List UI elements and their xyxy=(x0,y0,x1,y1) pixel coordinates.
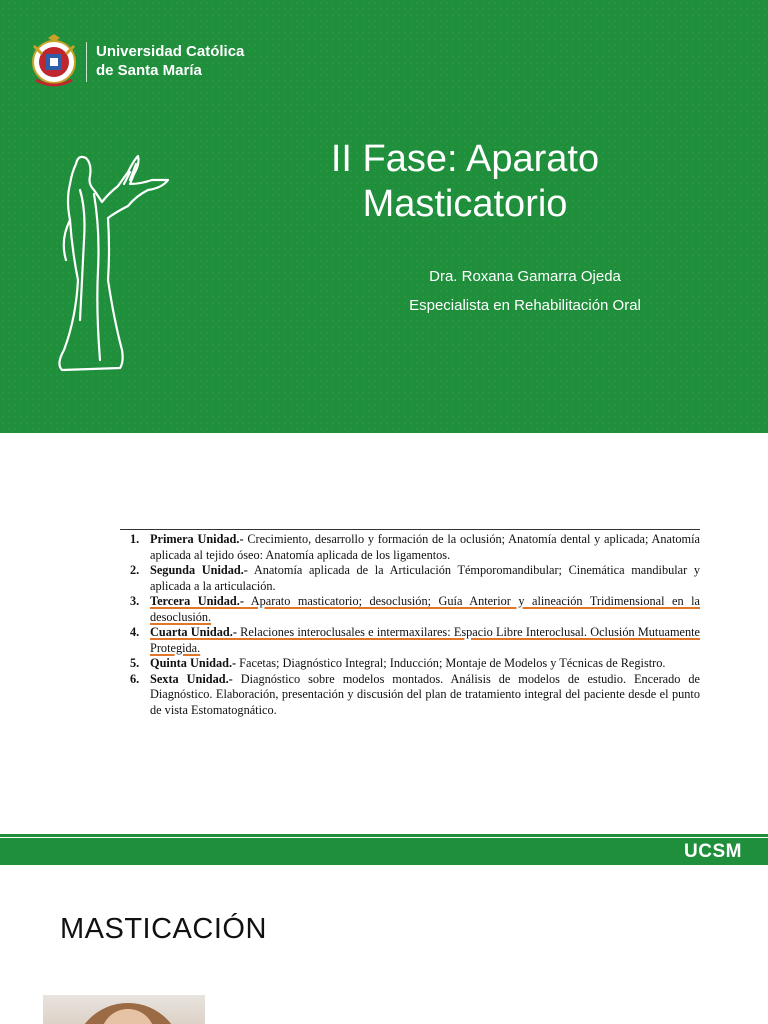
unit-description: Aparato masticatorio; desoclusión; Guía Anterior y alineación Tridimensional en la desoclusión. xyxy=(150,594,700,624)
unit-description: Anatomía aplicada de la Articulación Témporomandibular; Cinemática mandibular y aplicada a la articulación. xyxy=(150,563,700,593)
item-number: 6. xyxy=(130,671,140,686)
presentation-subtitle xyxy=(340,262,710,320)
logo-divider xyxy=(86,42,87,82)
title-slide xyxy=(0,0,768,433)
item-number: 1. xyxy=(130,532,140,546)
unit-name: Tercera Unidad.- xyxy=(150,594,244,608)
virgin-statue-outline-icon xyxy=(50,150,175,375)
unit-description: Facetas; Diagnóstico Integral; Inducción; Montaje de Modelos y Técnicas de Registro. xyxy=(236,656,666,670)
syllabus-list xyxy=(120,529,700,718)
item-number: 5. xyxy=(130,656,140,670)
university-name xyxy=(96,42,244,80)
portrait-photo xyxy=(43,995,205,1024)
unit-description: Relaciones interoclusales e intermaxilares: Espacio Libre Interoclusal. Oclusión Mutuamente Protegida. xyxy=(150,625,700,655)
syllabus-item xyxy=(120,656,700,672)
university-name-line1: Universidad Católica xyxy=(96,43,245,60)
unit-name: Cuarta Unidad.- xyxy=(150,625,237,639)
unit-name: Sexta Unidad.- xyxy=(150,671,233,686)
unit-name: Quinta Unidad.- xyxy=(150,656,237,670)
unit-name: Primera Unidad.- xyxy=(150,532,244,546)
unit-description: Crecimiento, desarrollo y formación de la oclusión; Anatomía dental y aplicada; Anatomía aplicada al tejido óseo: Anatomía aplicada de los ligamentos. xyxy=(150,532,700,562)
item-number: 3. xyxy=(130,594,140,608)
item-number: 4. xyxy=(130,625,140,639)
syllabus-item xyxy=(120,625,700,656)
title-line2: Masticatorio xyxy=(362,183,568,225)
author-role: Especialista en Rehabilitación Oral xyxy=(409,297,641,314)
syllabus-item xyxy=(120,672,700,719)
university-name-line2: de Santa María xyxy=(96,62,202,79)
syllabus-slide xyxy=(0,433,768,865)
syllabus-item xyxy=(120,563,700,594)
unit-description: Diagnóstico sobre modelos montados. Análisis de modelos de estudio. Encerado de Diagnóstico. Elaboración, presentación y discusión del plan de tratamiento integral del paciente desde el punto de vista Estomatognático. xyxy=(150,671,700,717)
mastication-slide xyxy=(0,865,768,1024)
presentation-title xyxy=(300,137,630,227)
syllabus-item xyxy=(120,532,700,563)
author-name: Dra. Roxana Gamarra Ojeda xyxy=(429,268,621,285)
item-number: 2. xyxy=(130,563,140,577)
university-crest-icon xyxy=(26,32,82,90)
footer-logo-text: UCSM xyxy=(684,841,742,862)
unit-name: Segunda Unidad.- xyxy=(150,563,248,577)
title-line1: II Fase: Aparato xyxy=(330,138,600,180)
syllabus-item xyxy=(120,594,700,625)
footer-bar xyxy=(0,838,768,865)
slide-heading: MASTICACIÓN xyxy=(60,913,267,945)
